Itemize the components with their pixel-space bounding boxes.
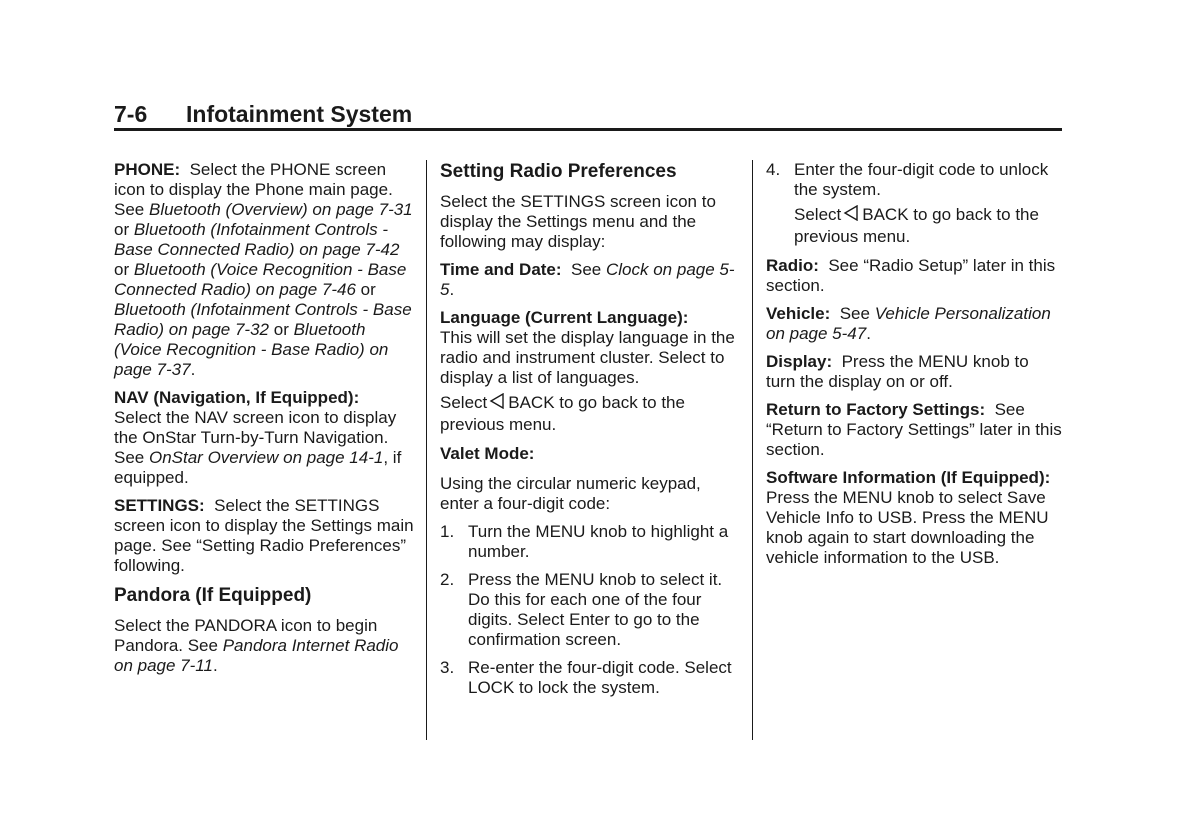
list-item xyxy=(766,160,1062,200)
vehicle-label: Vehicle: xyxy=(766,304,831,323)
pandora-heading: Pandora (If Equipped) xyxy=(114,585,312,606)
list-item xyxy=(440,658,740,698)
nav-label: NAV (Navigation, If Equipped): xyxy=(114,388,360,407)
valet-intro: Using the circular numeric keypad, enter a four-digit code: xyxy=(440,474,701,513)
phone-or: or xyxy=(355,280,376,299)
select-text: Select xyxy=(440,393,488,412)
select-text: Select xyxy=(794,205,842,224)
column-divider-1 xyxy=(426,160,427,740)
step-text: Re-enter the four-digit code. Select LOCK to lock the system. xyxy=(468,658,732,697)
factory-text: See “Return to Factory Settings” later in this section. xyxy=(766,400,1062,459)
step-number: 4. xyxy=(766,160,781,179)
time-text: See xyxy=(571,260,606,279)
back-text: BACK to go back to the previous menu. xyxy=(440,393,685,434)
back-triangle-icon xyxy=(489,393,505,409)
time-ref[interactable]: Clock on page 5-5 xyxy=(440,260,735,299)
list-item xyxy=(440,570,740,650)
pandora-paragraph xyxy=(114,616,416,676)
step-number: 3. xyxy=(440,658,455,677)
software-paragraph xyxy=(766,468,1062,568)
valet-steps xyxy=(440,522,740,698)
page-header xyxy=(114,100,412,128)
page-number: 7-6 xyxy=(114,101,148,127)
pandora-text: Select the PANDORA icon to begin Pandora. See xyxy=(114,616,378,655)
valet-label: Valet Mode: xyxy=(440,444,535,463)
radio-preferences-heading: Setting Radio Preferences xyxy=(440,161,677,182)
phone-ref-3[interactable]: Bluetooth (Voice Recognition - Base Connected Radio) on page 7-46 xyxy=(114,260,407,299)
list-item xyxy=(440,522,740,562)
factory-paragraph xyxy=(766,400,1062,460)
step-text: Press the MENU knob to select it. Do this for each one of the four digits. Select Enter to go to the confirmation screen. xyxy=(468,570,723,649)
language-paragraph xyxy=(440,308,740,388)
phone-ref-1[interactable]: Bluetooth (Overview) on page 7-31 xyxy=(148,200,413,219)
phone-or: or xyxy=(114,220,134,239)
phone-ref-4[interactable]: Bluetooth (Infotainment Controls - Base Radio) on page 7-32 xyxy=(114,300,412,339)
nav-end: , if equipped. xyxy=(114,448,402,487)
time-paragraph xyxy=(440,260,740,300)
phone-paragraph xyxy=(114,160,416,380)
preferences-intro: Select the SETTINGS screen icon to display the Settings menu and the following may display: xyxy=(440,192,716,251)
time-label: Time and Date: xyxy=(440,260,562,279)
time-end: . xyxy=(449,280,455,299)
language-text: This will set the display language in the radio and instrument cluster. Select to display a list of languages. xyxy=(440,328,735,387)
language-back-paragraph xyxy=(440,392,740,436)
phone-text: Select the PHONE screen icon to display the Phone main page. See xyxy=(114,160,393,219)
phone-ref-2[interactable]: Bluetooth (Infotainment Controls - Base Connected Radio) on page 7-42 xyxy=(114,220,400,259)
settings-paragraph xyxy=(114,496,416,576)
display-text: Press the MENU knob to turn the display on or off. xyxy=(766,352,1029,391)
language-label: Language (Current Language): xyxy=(440,308,689,327)
section-title: Infotainment System xyxy=(186,101,413,127)
pandora-ref[interactable]: Pandora Internet Radio on page 7-11 xyxy=(114,636,399,675)
column-divider-2 xyxy=(752,160,753,740)
valet-label-paragraph xyxy=(440,444,740,464)
software-text: Press the MENU knob to select Save Vehicle Info to USB. Press the MENU knob again to start downloading the vehicle information to the USB. xyxy=(766,488,1049,567)
vehicle-ref[interactable]: Vehicle Personalization on page 5-47 xyxy=(766,304,1051,343)
radio-text: See “Radio Setup” later in this section. xyxy=(766,256,1056,295)
pandora-end: . xyxy=(212,656,218,675)
settings-text: Select the SETTINGS screen icon to display the Settings main page. See “Setting Radio Preferences” following. xyxy=(114,496,414,575)
radio-label: Radio: xyxy=(766,256,819,275)
column-2 xyxy=(440,160,740,706)
factory-label: Return to Factory Settings: xyxy=(766,400,986,419)
header-rule xyxy=(114,128,1062,131)
phone-ref-5[interactable]: Bluetooth (Voice Recognition - Base Radio) on page 7-37 xyxy=(114,320,389,379)
phone-end: . xyxy=(190,360,196,379)
phone-label: PHONE: xyxy=(114,160,181,179)
back-text: BACK to go back to the previous menu. xyxy=(794,205,1039,246)
display-label: Display: xyxy=(766,352,833,371)
nav-text: Select the NAV screen icon to display the OnStar Turn-by-Turn Navigation. See xyxy=(114,408,397,467)
step-number: 1. xyxy=(440,522,455,541)
step-text: Enter the four-digit code to unlock the system. xyxy=(794,160,1049,199)
nav-paragraph xyxy=(114,388,416,488)
settings-label: SETTINGS: xyxy=(114,496,205,515)
step-text: Turn the MENU knob to highlight a number. xyxy=(468,522,729,561)
radio-paragraph xyxy=(766,256,1062,296)
step4-back-paragraph xyxy=(766,204,1062,248)
vehicle-paragraph xyxy=(766,304,1062,344)
vehicle-text: See xyxy=(839,304,875,323)
software-label: Software Information (If Equipped): xyxy=(766,468,1051,487)
column-1 xyxy=(114,160,416,684)
phone-or: or xyxy=(114,260,134,279)
back-triangle-icon xyxy=(843,205,859,221)
step-number: 2. xyxy=(440,570,455,589)
column-3 xyxy=(766,160,1062,576)
valet-steps-continued xyxy=(766,160,1062,200)
nav-ref[interactable]: OnStar Overview on page 14-1 xyxy=(148,448,384,467)
phone-or: or xyxy=(269,320,294,339)
display-paragraph xyxy=(766,352,1062,392)
vehicle-end: . xyxy=(866,324,871,343)
